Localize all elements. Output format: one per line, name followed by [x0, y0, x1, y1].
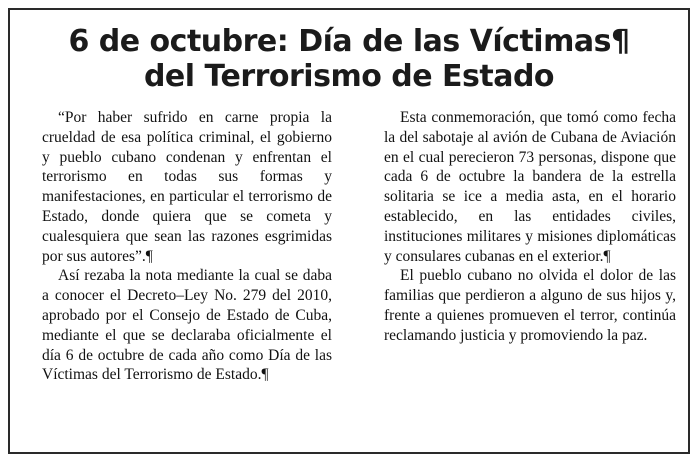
paragraph: El pueblo cubano no olvida el dolor de las familias que perdieron a alguno de sus hijos y, frente a quienes promueven el terror, continúa reclamando justicia y promoviendo la paz.	[384, 267, 676, 344]
title-line-2: del Terrorismo de Estado	[143, 59, 555, 94]
paragraph: Así rezaba la nota mediante la cual se daba a conocer el Decreto–Ley No. 279 del 2010, aprobado por el Consejo de Estado de Cuba, mediante el que se declaraba oficialmente el día 6 de octubre de cada año como Día de las Víctimas del Terrorismo de Estado.¶	[42, 267, 332, 384]
paragraph: “Por haber sufrido en carne propia la crueldad de esa política criminal, el gobierno y pueblo cubano condenan y enfrentan el terrorismo en todas sus formas y manifestaciones, en particular el terrorismo de Estado, donde quiera que se cometa y cualesquiera que sean las razones esgrimidas por sus autores”.¶	[42, 109, 332, 265]
right-column	[384, 108, 676, 346]
left-column	[42, 108, 332, 385]
title-line-1: 6 de octubre: Día de las Víctimas¶	[68, 24, 630, 59]
paragraph: Esta conmemoración, que tomó como fecha la del sabotaje al avión de Cubana de Aviación en el cual perecieron 73 personas, dispone que cada 6 de octubre la bandera de la estrella solitaria se ice a media asta, en el horario establecido, en las entidades civiles, instituciones militares y misiones diplomáticas y consulares cubanas en el exterior.¶	[384, 109, 676, 265]
article-title	[10, 24, 688, 94]
article-frame	[8, 8, 690, 454]
